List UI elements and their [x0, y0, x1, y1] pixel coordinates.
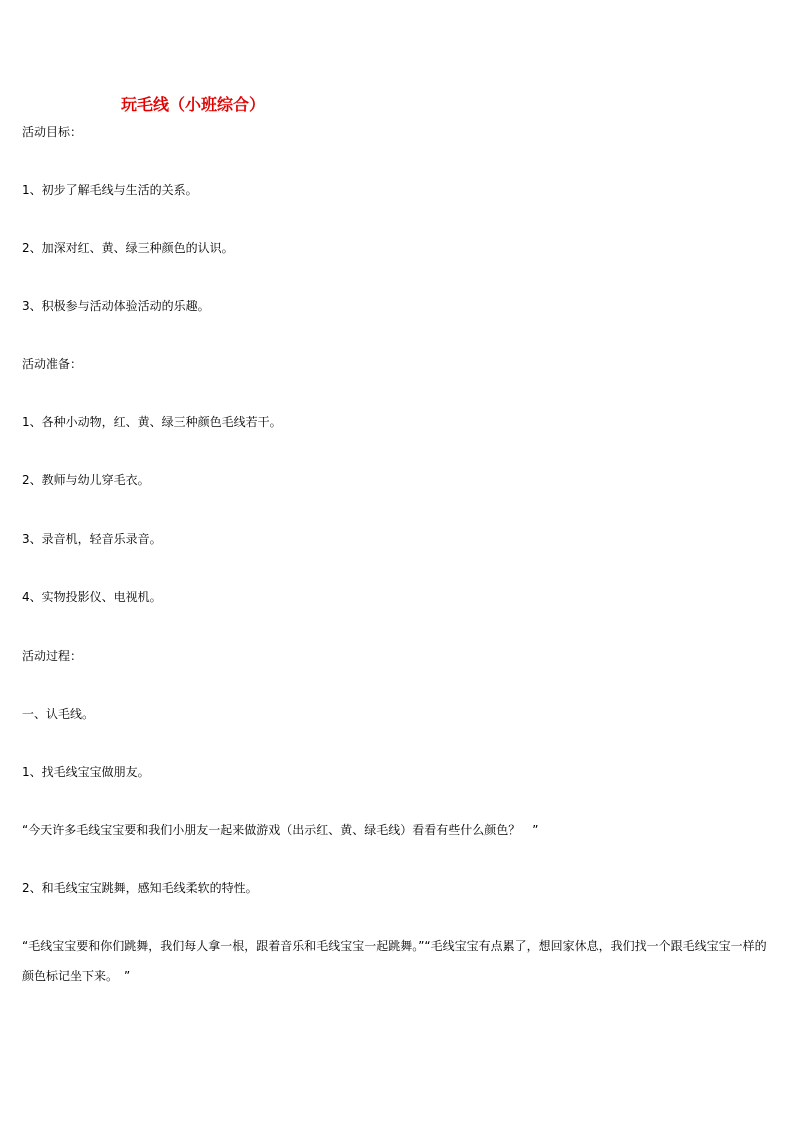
process-quote-1: “今天许多毛线宝宝要和我们小朋友一起来做游戏（出示红、黄、绿毛线）看看有些什么颜色？ ”: [22, 823, 539, 837]
goal-item-3: 3、积极参与活动体验活动的乐趣。: [22, 299, 210, 313]
preparation-item-4: 4、实物投影仪、电视机。: [22, 590, 162, 604]
process-substep-2: 2、和毛线宝宝跳舞，感知毛线柔软的特性。: [22, 881, 258, 895]
goal-item-1: 1、初步了解毛线与生活的关系。: [22, 183, 198, 197]
process-step-1: 一、认毛线。: [22, 707, 95, 721]
section-heading-process: 活动过程：: [22, 649, 83, 663]
process-quote-2: “毛线宝宝要和你们跳舞，我们每人拿一根，跟着音乐和毛线宝宝一起跳舞。”“毛线宝宝有点累了，想回家休息，我们找一个跟毛线宝宝一样的颜色标记坐下来。 ”: [22, 939, 767, 983]
section-heading-preparation: 活动准备：: [22, 357, 83, 371]
preparation-item-3: 3、录音机，轻音乐录音。: [22, 532, 162, 546]
page-title: 玩毛线（小班综合）: [121, 95, 266, 114]
preparation-item-2: 2、教师与幼儿穿毛衣。: [22, 473, 150, 487]
process-substep-1: 1、找毛线宝宝做朋友。: [22, 765, 150, 779]
section-heading-goals: 活动目标：: [22, 125, 83, 139]
goal-item-2: 2、加深对红、黄、绿三种颜色的认识。: [22, 241, 234, 255]
preparation-item-1: 1、各种小动物，红、黄、绿三种颜色毛线若干。: [22, 415, 282, 429]
